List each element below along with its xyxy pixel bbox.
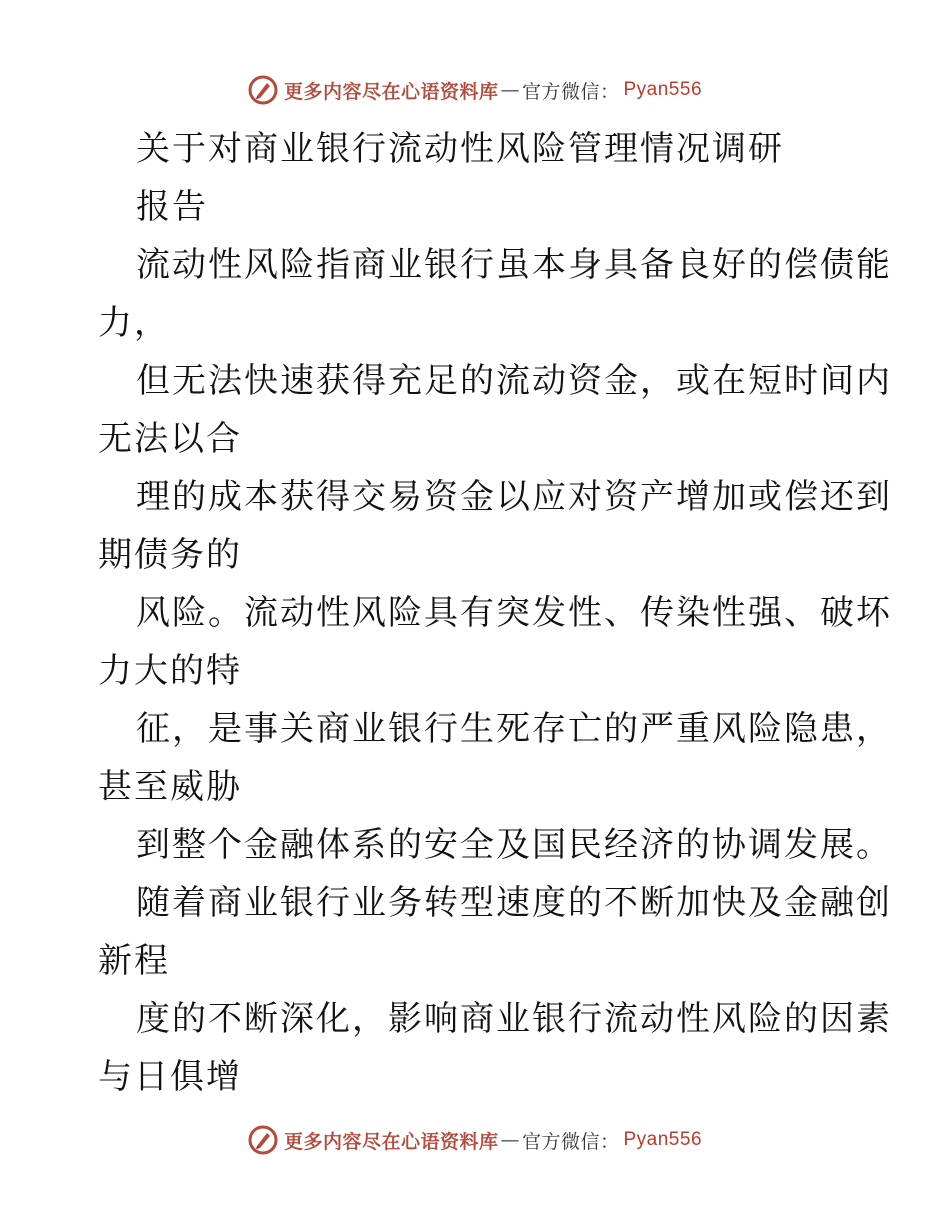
paragraph-line: 随着商业银行业务转型速度的不断加快及金融创 — [136, 883, 892, 923]
footer-wechat-label: 官方微信： — [521, 1130, 620, 1153]
header-separator: — — [500, 79, 520, 101]
paragraph-line: 甚至威胁 — [98, 767, 242, 807]
pen-logo-icon — [248, 1125, 278, 1155]
footer-site-name: 更多内容尽在心语资料库 — [283, 1130, 499, 1153]
paragraph-line: 新程 — [98, 941, 170, 981]
paragraph-line: 风险。流动性风险具有突发性、传染性强、破坏 — [136, 593, 892, 633]
paragraph-line: 流动性风险指商业银行虽本身具备良好的偿债能 — [136, 245, 892, 285]
pen-logo-icon — [248, 75, 278, 105]
paragraph-line: 但无法快速获得充足的流动资金，或在短时间内 — [136, 361, 892, 401]
paragraph-line: 度的不断深化，影响商业银行流动性风险的因素 — [136, 999, 892, 1039]
paragraph-line: 无法以合 — [98, 419, 242, 459]
header-wechat-label: 官方微信： — [521, 80, 620, 103]
footer-separator: — — [500, 1129, 520, 1151]
footer-wechat-handle: Pyan556 — [623, 1129, 703, 1150]
header-wechat-handle: Pyan556 — [623, 79, 703, 100]
paragraph-line: 期债务的 — [98, 535, 242, 575]
paragraph-line: 征，是事关商业银行生死存亡的严重风险隐患， — [136, 709, 892, 749]
header-site-name: 更多内容尽在心语资料库 — [283, 80, 499, 103]
paragraph-line: 理的成本获得交易资金以应对资产增加或偿还到 — [136, 477, 892, 517]
paragraph-line: 力， — [98, 303, 170, 343]
paragraph-line: 力大的特 — [98, 651, 242, 691]
paragraph-line: 与日俱增 — [98, 1057, 242, 1097]
doc-title-line-1: 关于对商业银行流动性风险管理情况调研 — [136, 129, 784, 169]
footer-watermark — [0, 1120, 950, 1160]
header-watermark — [0, 70, 950, 110]
document-body — [98, 120, 892, 1106]
paragraph-line: 到整个金融体系的安全及国民经济的协调发展。 — [136, 825, 892, 865]
doc-title-line-2: 报告 — [136, 187, 208, 227]
